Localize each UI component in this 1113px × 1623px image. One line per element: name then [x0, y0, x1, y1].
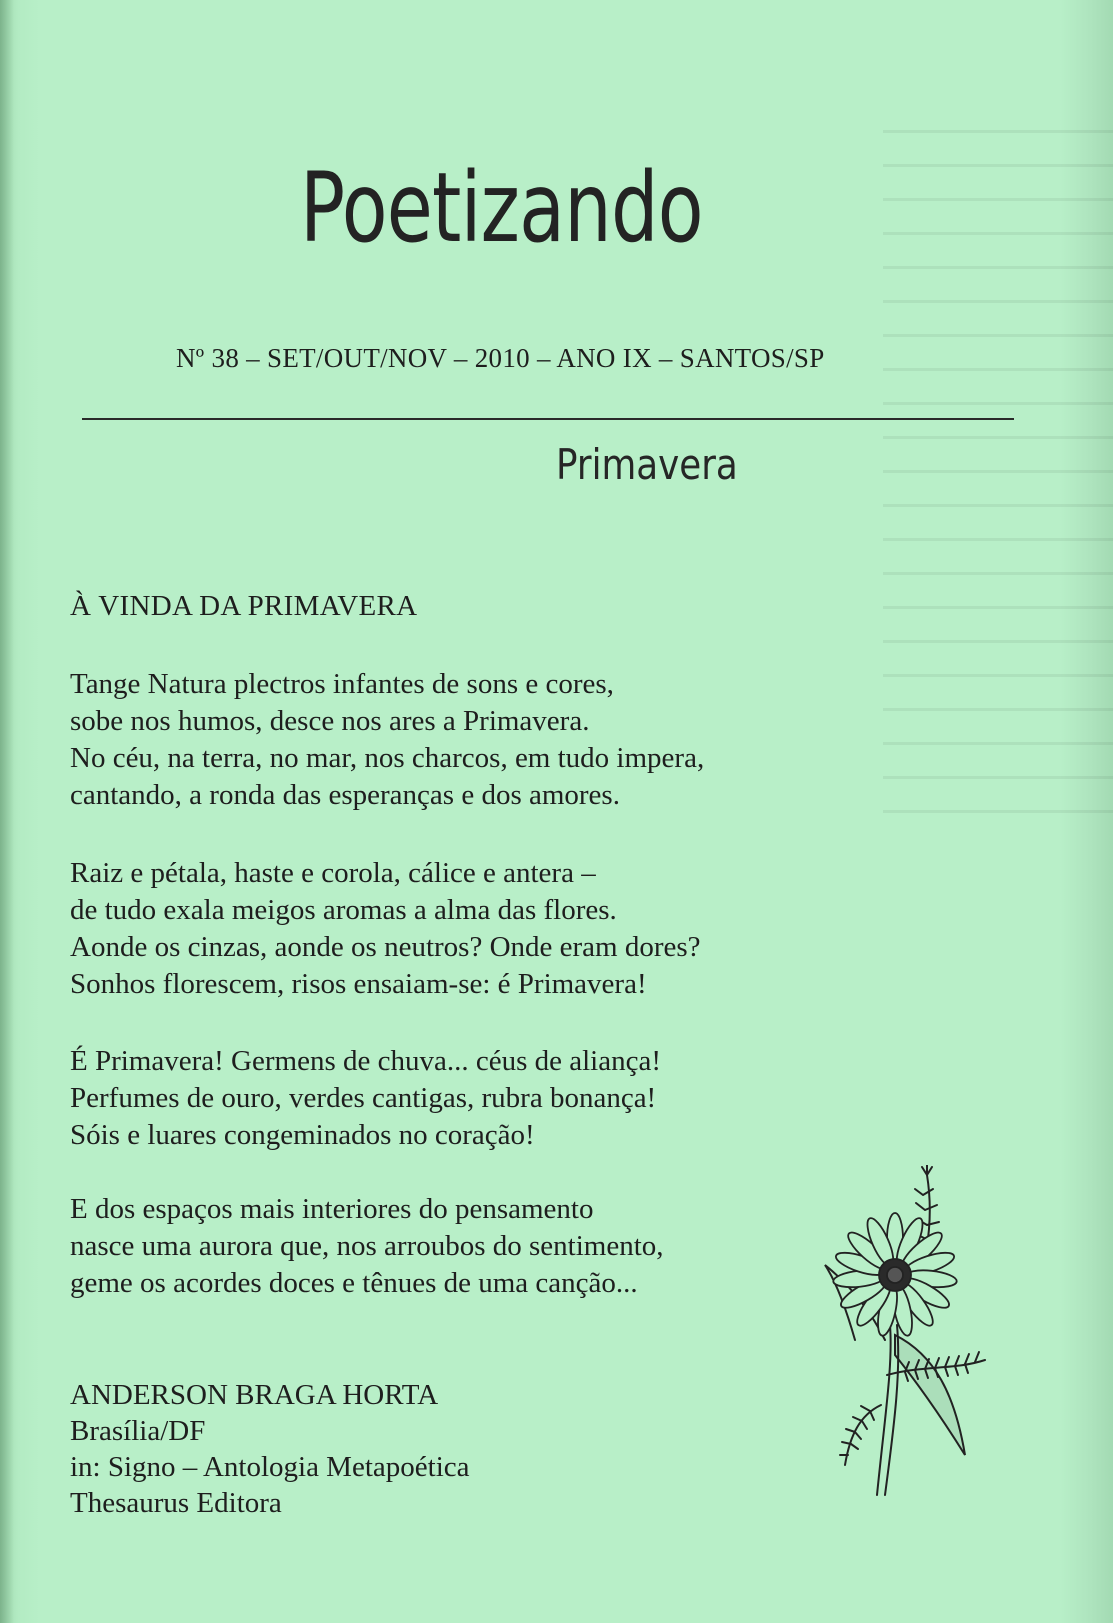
poem-line: Perfumes de ouro, verdes cantigas, rubra bonança!	[70, 1082, 657, 1114]
issue-line: Nº 38 – SET/OUT/NOV – 2010 – ANO IX – SANTOS/SP	[176, 343, 825, 373]
poem-line: Sóis e luares congeminados no coração!	[70, 1119, 535, 1151]
author-place: Brasília/DF	[70, 1415, 206, 1447]
poem-line: No céu, na terra, no mar, nos charcos, em tudo impera,	[70, 742, 705, 774]
stanza-3	[70, 1043, 661, 1154]
binding-shadow	[0, 0, 14, 1623]
poem-line: Raiz e pétala, haste e corola, cálice e antera –	[70, 857, 596, 889]
poem-line: de tudo exala meigos aromas a alma das flores.	[70, 894, 617, 926]
stanza-1	[70, 666, 704, 814]
stanza-4	[70, 1191, 664, 1302]
masthead-title: Poetizando	[300, 152, 703, 264]
source-reference: in: Signo – Antologia Metapoética	[70, 1451, 470, 1483]
poem-line: Tange Natura plectros infantes de sons e cores,	[70, 668, 614, 700]
section-title: Primavera	[556, 440, 738, 489]
header-divider	[82, 418, 1014, 420]
poem-line: Sonhos florescem, risos ensaiam-se: é Primavera!	[70, 968, 647, 1000]
poem-line: sobe nos humos, desce nos ares a Primavera.	[70, 705, 590, 737]
stanza-2	[70, 855, 701, 1003]
poem-line: É Primavera! Germens de chuva... céus de aliança!	[70, 1045, 662, 1077]
poem-line: nasce uma aurora que, nos arroubos do sentimento,	[70, 1230, 664, 1262]
poem-line: geme os acordes doces e tênues de uma canção...	[70, 1267, 638, 1299]
poem-line: Aonde os cinzas, aonde os neutros? Onde eram dores?	[70, 931, 701, 963]
author-signature	[70, 1377, 470, 1521]
author-name: ANDERSON BRAGA HORTA	[70, 1379, 439, 1411]
publisher-name: Thesaurus Editora	[70, 1487, 282, 1519]
daisy-flower-illustration-icon	[815, 1165, 1015, 1505]
poem-title: À VINDA DA PRIMAVERA	[70, 590, 418, 622]
poem-line: E dos espaços mais interiores do pensamento	[70, 1193, 594, 1225]
show-through-text	[883, 130, 1113, 830]
poem-line: cantando, a ronda das esperanças e dos amores.	[70, 779, 620, 811]
